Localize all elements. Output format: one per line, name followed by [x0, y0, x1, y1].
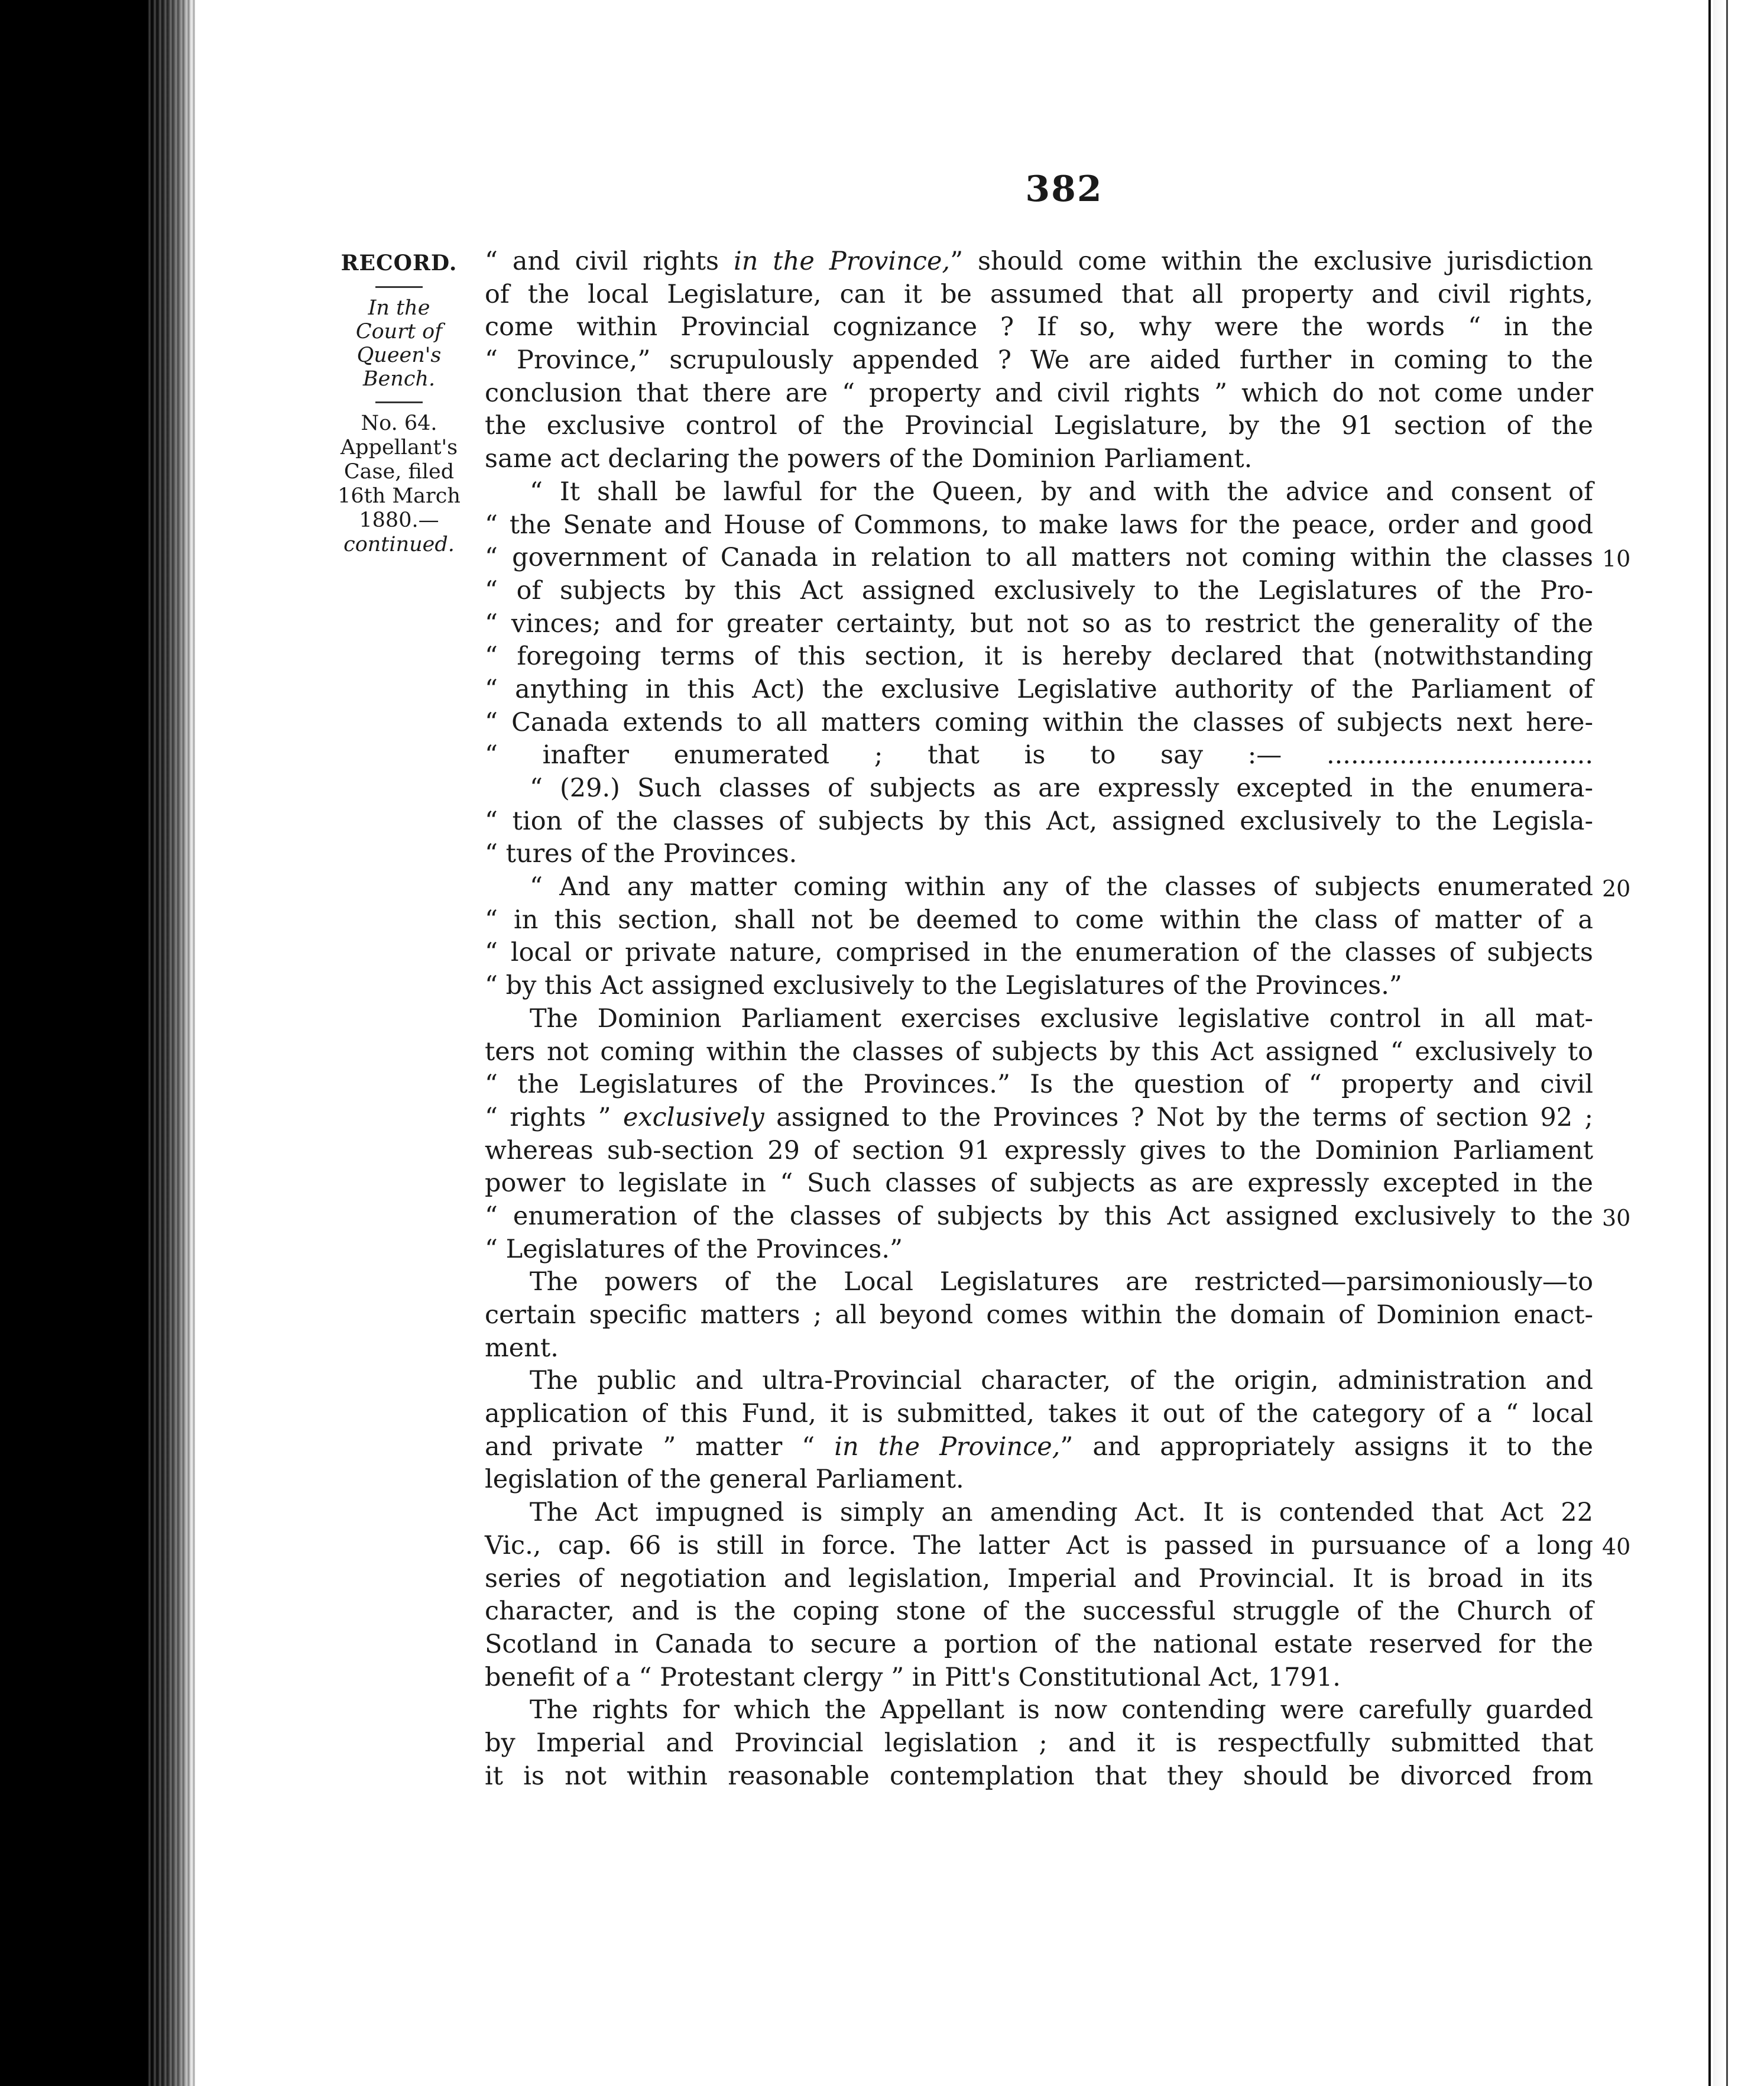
text-line: “ And any matter coming within any of the classes of subjects enumerated [530, 872, 1593, 902]
margin-document-line: 16th March [338, 484, 461, 508]
text-line: ment. [485, 1333, 559, 1363]
text-line: application of this Fund, it is submitted, takes it out of the category of a “ local [485, 1399, 1593, 1429]
page-edge-line [1726, 0, 1728, 2086]
italic-phrase: in the Province, [834, 1431, 1061, 1462]
text-line: whereas sub-section 29 of section 91 expressly gives to the Dominion Parliament [485, 1135, 1593, 1165]
text-line: ters not coming within the classes of subjects by this Act assigned “ exclusively to [485, 1036, 1593, 1067]
text-line: by Imperial and Provincial legislation ; and it is respectfully submitted that [485, 1728, 1593, 1758]
line-number: 10 [1602, 546, 1631, 572]
text-line: series of negotiation and legislation, Imperial and Provincial. It is broad in its [485, 1563, 1593, 1593]
text-line: “ and civil rights in the Province,” should come within the exclusive jurisdiction [485, 247, 1593, 276]
margin-rule [375, 401, 423, 403]
text-line: “ vinces; and for greater certainty, but not so as to restrict the generality of the [485, 608, 1593, 639]
text-line: “ inafter enumerated ; that is to say :— ................................. [485, 740, 1593, 770]
text-line: character, and is the coping stone of the successful struggle of the Church of [485, 1596, 1593, 1627]
text-line: “ anything in this Act) the exclusive Legislative authority of the Parliament of [485, 674, 1593, 704]
text-line: power to legislate in “ Such classes of subjects as are expressly excepted in the [485, 1168, 1593, 1199]
text-line: “ by this Act assigned exclusively to the Legislatures of the Provinces.” [485, 971, 1402, 1001]
text-line: “ Canada extends to all matters coming within the classes of subjects next here- [485, 707, 1593, 737]
margin-document [337, 412, 461, 557]
text-line: “ local or private nature, comprised in the enumeration of the classes of subjects [485, 938, 1593, 968]
page-edge-line [1708, 0, 1711, 2086]
text-line: “ of subjects by this Act assigned exclusively to the Legislatures of the Pro- [485, 575, 1593, 605]
text-line: The powers of the Local Legislatures are restricted—parsimoniously—to [530, 1267, 1593, 1297]
text-line: “ enumeration of the classes of subjects by this Act assigned exclusively to the [485, 1201, 1593, 1231]
margin-court-line: Bench. [362, 367, 436, 391]
margin-document-line: No. 64. [361, 412, 437, 435]
text-line: “ It shall be lawful for the Queen, by and with the advice and consent of [530, 477, 1593, 507]
text-line: “ the Senate and House of Commons, to make laws for the peace, order and good [485, 510, 1593, 540]
italic-phrase: exclusively [622, 1102, 764, 1132]
line-number: 30 [1602, 1205, 1631, 1231]
margin-rule [375, 286, 423, 288]
margin-document-line: 1880.— [359, 508, 439, 532]
text-line: the exclusive control of the Provincial Legislature, by the 91 section of the [485, 411, 1593, 441]
text-line: The Dominion Parliament exercises exclusive legislative control in all mat- [530, 1003, 1593, 1034]
margin-court-line: In the [368, 296, 430, 320]
text-line: it is not within reasonable contemplation that they should be divorced from [485, 1761, 1593, 1791]
italic-phrase: in the Province, [734, 247, 951, 276]
margin-court-line: Queen's [356, 344, 442, 367]
page-number: 382 [1025, 169, 1103, 210]
text-line: “ (29.) Such classes of subjects as are expressly excepted in the enumera- [530, 773, 1593, 803]
text-line: “ the Legislatures of the Provinces.” Is the question of “ property and civil [485, 1070, 1593, 1100]
text-line: “ government of Canada in relation to all matters not coming within the classes [485, 543, 1593, 573]
margin-document-line: Case, filed [343, 460, 455, 484]
body-text [485, 245, 1593, 1793]
text-line: “ tures of the Provinces. [485, 839, 797, 869]
text-line: “ rights ” exclusively assigned to the Provinces ? Not by the terms of section 92 ; [485, 1102, 1593, 1132]
text-line: of the local Legislature, can it be assumed that all property and civil rights, [485, 279, 1593, 309]
margin-note [337, 251, 461, 557]
text-line: Scotland in Canada to secure a portion of the national estate reserved for the [485, 1629, 1593, 1659]
text-line: “ Province,” scrupulously appended ? We are aided further in coming to the [485, 345, 1593, 375]
text-line: “ Legislatures of the Provinces.” [485, 1234, 903, 1264]
margin-document-line: Appellant's [340, 436, 458, 459]
line-number: 20 [1602, 876, 1631, 902]
text-line: The Act impugned is simply an amending Act. It is contended that Act 22 [530, 1498, 1593, 1528]
text-line: “ foregoing terms of this section, it is hereby declared that (notwithstanding [485, 642, 1593, 672]
text-line: The rights for which the Appellant is now contending were carefully guarded [530, 1695, 1593, 1725]
text-line: certain specific matters ; all beyond comes within the domain of Dominion enact- [485, 1300, 1593, 1330]
text-line: Vic., cap. 66 is still in force. The latter Act is passed in pursuance of a long [485, 1530, 1593, 1560]
text-line: benefit of a “ Protestant clergy ” in Pitt's Constitutional Act, 1791. [485, 1662, 1341, 1692]
text-line: “ tion of the classes of subjects by this Act, assigned exclusively to the Legisla- [485, 806, 1593, 836]
margin-court [337, 296, 461, 391]
margin-continued: continued. [343, 533, 455, 556]
book-spine-edge [148, 0, 195, 2086]
text-line: conclusion that there are “ property and civil rights ” which do not come under [485, 378, 1593, 408]
page-edge-shade [1713, 0, 1725, 2086]
text-line: legislation of the general Parliament. [485, 1465, 964, 1495]
text-line: “ in this section, shall not be deemed to come within the class of matter of a [485, 905, 1593, 935]
text-line: The public and ultra-Provincial character, of the origin, administration and [530, 1366, 1593, 1396]
line-number: 40 [1602, 1534, 1631, 1560]
margin-court-line: Court of [355, 320, 443, 344]
text-line: come within Provincial cognizance ? If so, why were the words “ in the [485, 312, 1593, 342]
text-line: same act declaring the powers of the Dominion Parliament. [485, 444, 1253, 474]
margin-record-heading: RECORD. [341, 251, 458, 276]
text-line: and private ” matter “ in the Province,” and appropriately assigns it to the [485, 1431, 1593, 1462]
